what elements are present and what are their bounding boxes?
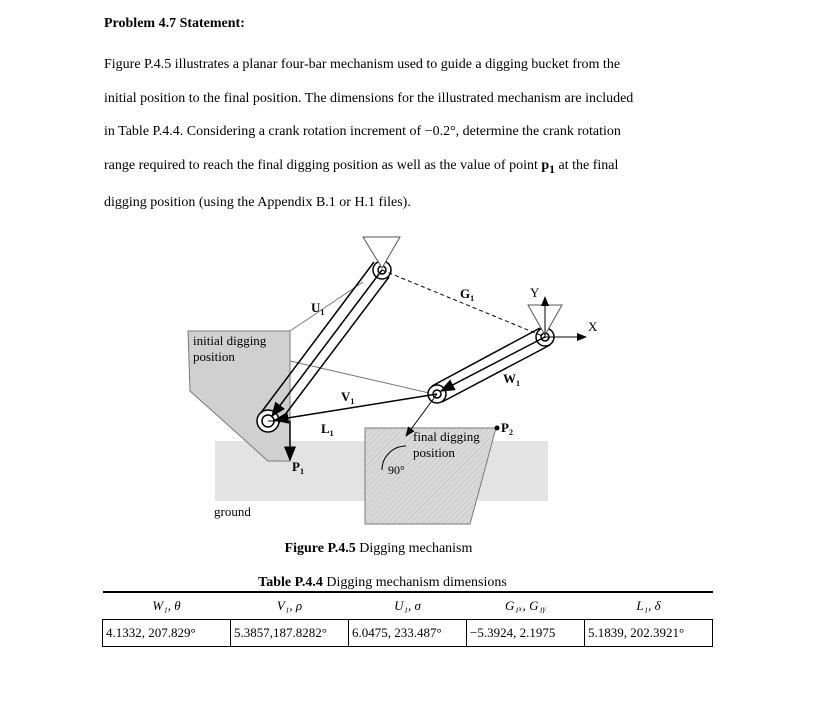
vector-g1 <box>382 270 545 337</box>
problem-title: Problem 4.7 Statement: <box>104 16 245 31</box>
label-angle: 90° <box>388 463 405 477</box>
label-final-2: position <box>413 445 455 460</box>
point-p2-dot <box>495 426 500 431</box>
header-u1: U₁, σ <box>349 592 467 620</box>
label-initial-2: position <box>193 349 235 364</box>
label-l1: $L_1$ <box>321 421 334 438</box>
header-v1: V₁, ρ <box>231 592 349 620</box>
label-initial-1: initial digging <box>193 333 267 348</box>
table-header-row <box>103 592 713 620</box>
table-row <box>103 620 713 647</box>
cell-w1: 4.1332, 207.829° <box>103 620 231 647</box>
ground-pivot-top <box>363 237 400 268</box>
label-final-1: final digging <box>413 429 480 444</box>
header-w1: W₁, θ <box>103 592 231 620</box>
cell-g1: −5.3924, 2.1975 <box>467 620 585 647</box>
dimensions-table <box>102 591 713 647</box>
label-v1: $V_1$ <box>341 389 355 406</box>
label-u1: $U_1$ <box>311 300 325 317</box>
vector-v1 <box>275 394 437 420</box>
label-w1: $W_1$ <box>503 371 520 388</box>
label-g1: $G_1$ <box>460 286 475 303</box>
header-l1: L₁, δ <box>585 592 713 620</box>
label-p1: $P_1$ <box>292 459 304 476</box>
statement-line: initial position to the final position. The dimensions for the illustrated mechanism are included <box>104 90 634 106</box>
table-caption: Table P.4.4 Digging mechanism dimensions <box>258 575 507 590</box>
cell-u1: 6.0475, 233.487° <box>349 620 467 647</box>
statement-line: in Table P.4.4. Considering a crank rotation increment of −0.2°, determine the crank rotation <box>104 124 621 139</box>
point-p1-symbol: $p_1$ <box>541 157 555 176</box>
statement-line: range required to reach the final digging position as well as the value of point $p_1$ at the final <box>104 157 619 176</box>
statement-line: digging position (using the Appendix B.1 or H.1 files). <box>104 194 411 210</box>
label-x: X <box>588 319 598 334</box>
cell-l1: 5.1839, 202.3921° <box>585 620 713 647</box>
label-y: Y <box>530 285 540 300</box>
vector-w1 <box>441 337 545 391</box>
header-g1: G₁ₓ, G₁ᵧ <box>467 592 585 620</box>
label-p2: $P_2$ <box>501 420 513 437</box>
figure-caption: Figure P.4.5 Digging mechanism <box>284 541 473 556</box>
statement-line: Figure P.4.5 illustrates a planar four-bar mechanism used to guide a digging bucket from the <box>104 57 621 72</box>
label-ground: ground <box>214 504 251 519</box>
cell-v1: 5.3857,187.8282° <box>231 620 349 647</box>
